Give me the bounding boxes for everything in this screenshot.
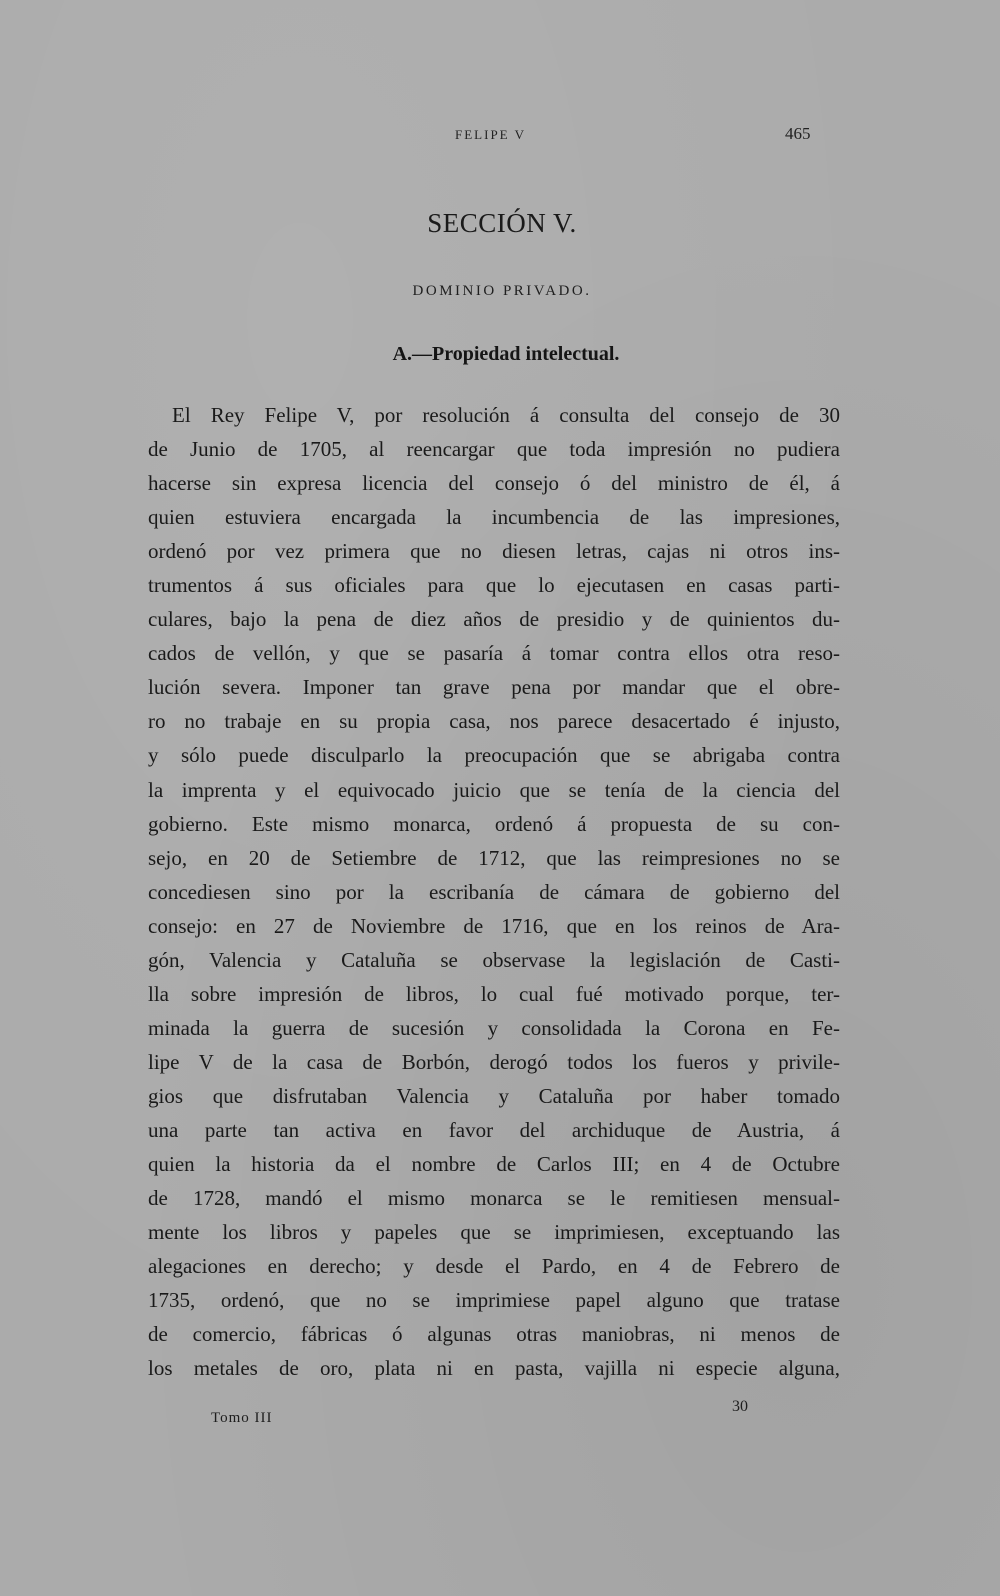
volume-label: Tomo III	[211, 1410, 273, 1426]
text-line: de Junio de 1705, al reencargar que toda impresión no pudiera	[148, 437, 840, 462]
section-subtitle: DOMINIO PRIVADO.	[412, 283, 592, 299]
text-line: minada la guerra de sucesión y consolidada la Corona en Fe-	[148, 1015, 840, 1040]
text-line: concediesen sino por la escribanía de cámara de gobierno del	[148, 879, 840, 904]
text-line: quien estuviera encargada la incumbencia de las impresiones,	[148, 505, 840, 530]
text-line: ro no trabaje en su propia casa, nos parece desacertado é injusto,	[148, 709, 840, 734]
section-title: SECCIÓN V.	[427, 208, 577, 238]
text-line: alegaciones en derecho; y desde el Pardo, en 4 de Febrero de	[148, 1254, 840, 1279]
body-paragraph	[148, 398, 840, 1385]
text-line: consejo: en 27 de Noviembre de 1716, que en los reinos de Ara-	[148, 913, 840, 938]
text-line: de comercio, fábricas ó algunas otras maniobras, ni menos de	[148, 1322, 840, 1347]
signature-mark: 30	[732, 1398, 748, 1415]
text-line: de 1728, mandó el mismo monarca se le remitiesen mensual-	[148, 1186, 840, 1211]
text-line: lla sobre impresión de libros, lo cual fué motivado porque, ter-	[148, 981, 840, 1006]
text-line: hacerse sin expresa licencia del consejo ó del ministro de él, á	[148, 471, 840, 496]
text-line: culares, bajo la pena de diez años de presidio y de quinientos du-	[148, 607, 840, 632]
text-line: cados de vellón, y que se pasaría á tomar contra ellos otra reso-	[148, 641, 840, 666]
text-line: gobierno. Este mismo monarca, ordenó á propuesta de su con-	[148, 811, 840, 836]
page-number: 465	[785, 124, 811, 143]
text-line: y sólo puede disculparlo la preocupación que se abrigaba contra	[148, 743, 840, 768]
text-line: trumentos á sus oficiales para que lo ejecutasen en casas parti-	[148, 573, 840, 598]
text-line: lipe V de la casa de Borbón, derogó todos los fueros y privile-	[148, 1049, 840, 1074]
text-line: El Rey Felipe V, por resolución á consulta del consejo de 30	[172, 403, 840, 427]
text-line: los metales de oro, plata ni en pasta, vajilla ni especie alguna,	[148, 1356, 840, 1381]
subsection-heading: A.—Propiedad intelectual.	[392, 343, 620, 365]
text-line: 1735, ordenó, que no se imprimiese papel alguno que tratase	[148, 1288, 840, 1313]
text-line: gón, Valencia y Cataluña se observase la legislación de Casti-	[148, 947, 840, 972]
text-line: quien la historia da el nombre de Carlos III; en 4 de Octubre	[148, 1152, 840, 1177]
text-line: la imprenta y el equivocado juicio que se tenía de la ciencia del	[148, 777, 840, 802]
text-line: gios que disfrutaban Valencia y Cataluña por haber tomado	[148, 1083, 840, 1108]
page-footer	[0, 1398, 1000, 1428]
running-head	[0, 124, 1000, 151]
text-line: ordenó por vez primera que no diesen letras, cajas ni otros ins-	[148, 539, 840, 564]
running-title: FELIPE V	[455, 127, 527, 142]
text-line: lución severa. Imponer tan grave pena por mandar que el obre-	[148, 675, 840, 700]
text-line: una parte tan activa en favor del archiduque de Austria, á	[148, 1117, 840, 1142]
text-line: sejo, en 20 de Setiembre de 1712, que las reimpresiones no se	[148, 845, 840, 870]
text-line: mente los libros y papeles que se imprimiesen, exceptuando las	[148, 1220, 840, 1245]
